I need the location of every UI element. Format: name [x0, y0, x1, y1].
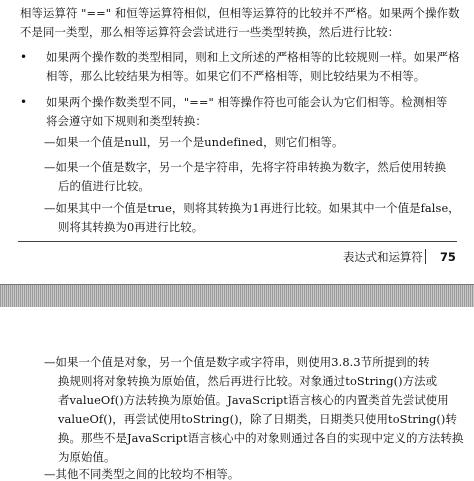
bullet-1-line-2: 相等，那么比较结果为相等。如果它们不严格相等，则比较结果为不相等。 — [46, 69, 426, 83]
sub-rule-4-line-1: —如果一个值是对象，另一个值是数字或字符串，则使用3.8.3节所提到的转 — [44, 355, 430, 369]
paragraph-1-line-2: 不是同一类型，那么相等运算符会尝试进行一些类型转换，然后进行比较： — [20, 25, 400, 39]
running-footer-title: 表达式和运算符 — [343, 250, 423, 264]
sub-rule-2-line-1: —如果一个值是数字，另一个是字符串，先将字符串转换为数字，然后使用转换 — [44, 160, 447, 174]
book-page-bottom — [0, 307, 474, 481]
sub-rule-3-line-1: —如果其中一个值是true，则将其转换为1再进行比较。如果其中一个值是false， — [44, 201, 460, 215]
bullet-marker: • — [20, 50, 28, 64]
sub-rule-3-line-2: 则将其转换为0再进行比较。 — [58, 220, 204, 234]
sub-rule-5-line-1: —其他不同类型之间的比较均不相等。 — [44, 467, 240, 481]
footer-separator — [425, 249, 426, 264]
sub-rule-4-line-3: 者valueOf()方法转换为原始值。JavaScript语言核心的内置类首先尝试使用 — [58, 393, 449, 407]
bullet-2-line-2: 将会遵守如下规则和类型转换： — [46, 114, 207, 128]
sub-rule-4-line-4: valueOf()，再尝试使用toString()，除了日期类，日期类只使用toString()转 — [58, 412, 457, 426]
sub-rule-4-line-6: 为原始值。 — [58, 450, 116, 464]
page-gap — [0, 284, 474, 308]
sub-rule-4-line-5: 换。那些不是JavaScript语言核心中的对象则通过各自的实现中定义的方法转换 — [58, 431, 464, 445]
page-number: 75 — [440, 250, 456, 264]
sub-rule-1-line-1: —如果一个值是null，另一个是undefined，则它们相等。 — [44, 135, 344, 149]
bullet-marker: • — [20, 95, 28, 109]
bullet-2-line-1: 如果两个操作数类型不同，"==" 相等操作符也可能会认为它们相等。检测相等 — [46, 95, 448, 109]
footer-rule — [18, 241, 457, 242]
sub-rule-4-line-2: 换规则将对象转换为原始值，然后再进行比较。对象通过toString()方法或 — [58, 374, 438, 388]
sub-rule-2-line-2: 后的值进行比较。 — [58, 179, 150, 193]
paragraph-1-line-1: 相等运算符 "==" 和恒等运算符相似，但相等运算符的比较并不严格。如果两个操作数 — [20, 6, 460, 20]
bullet-1-line-1: 如果两个操作数的类型相同，则和上文所述的严格相等的比较规则一样。如果严格 — [46, 50, 460, 64]
